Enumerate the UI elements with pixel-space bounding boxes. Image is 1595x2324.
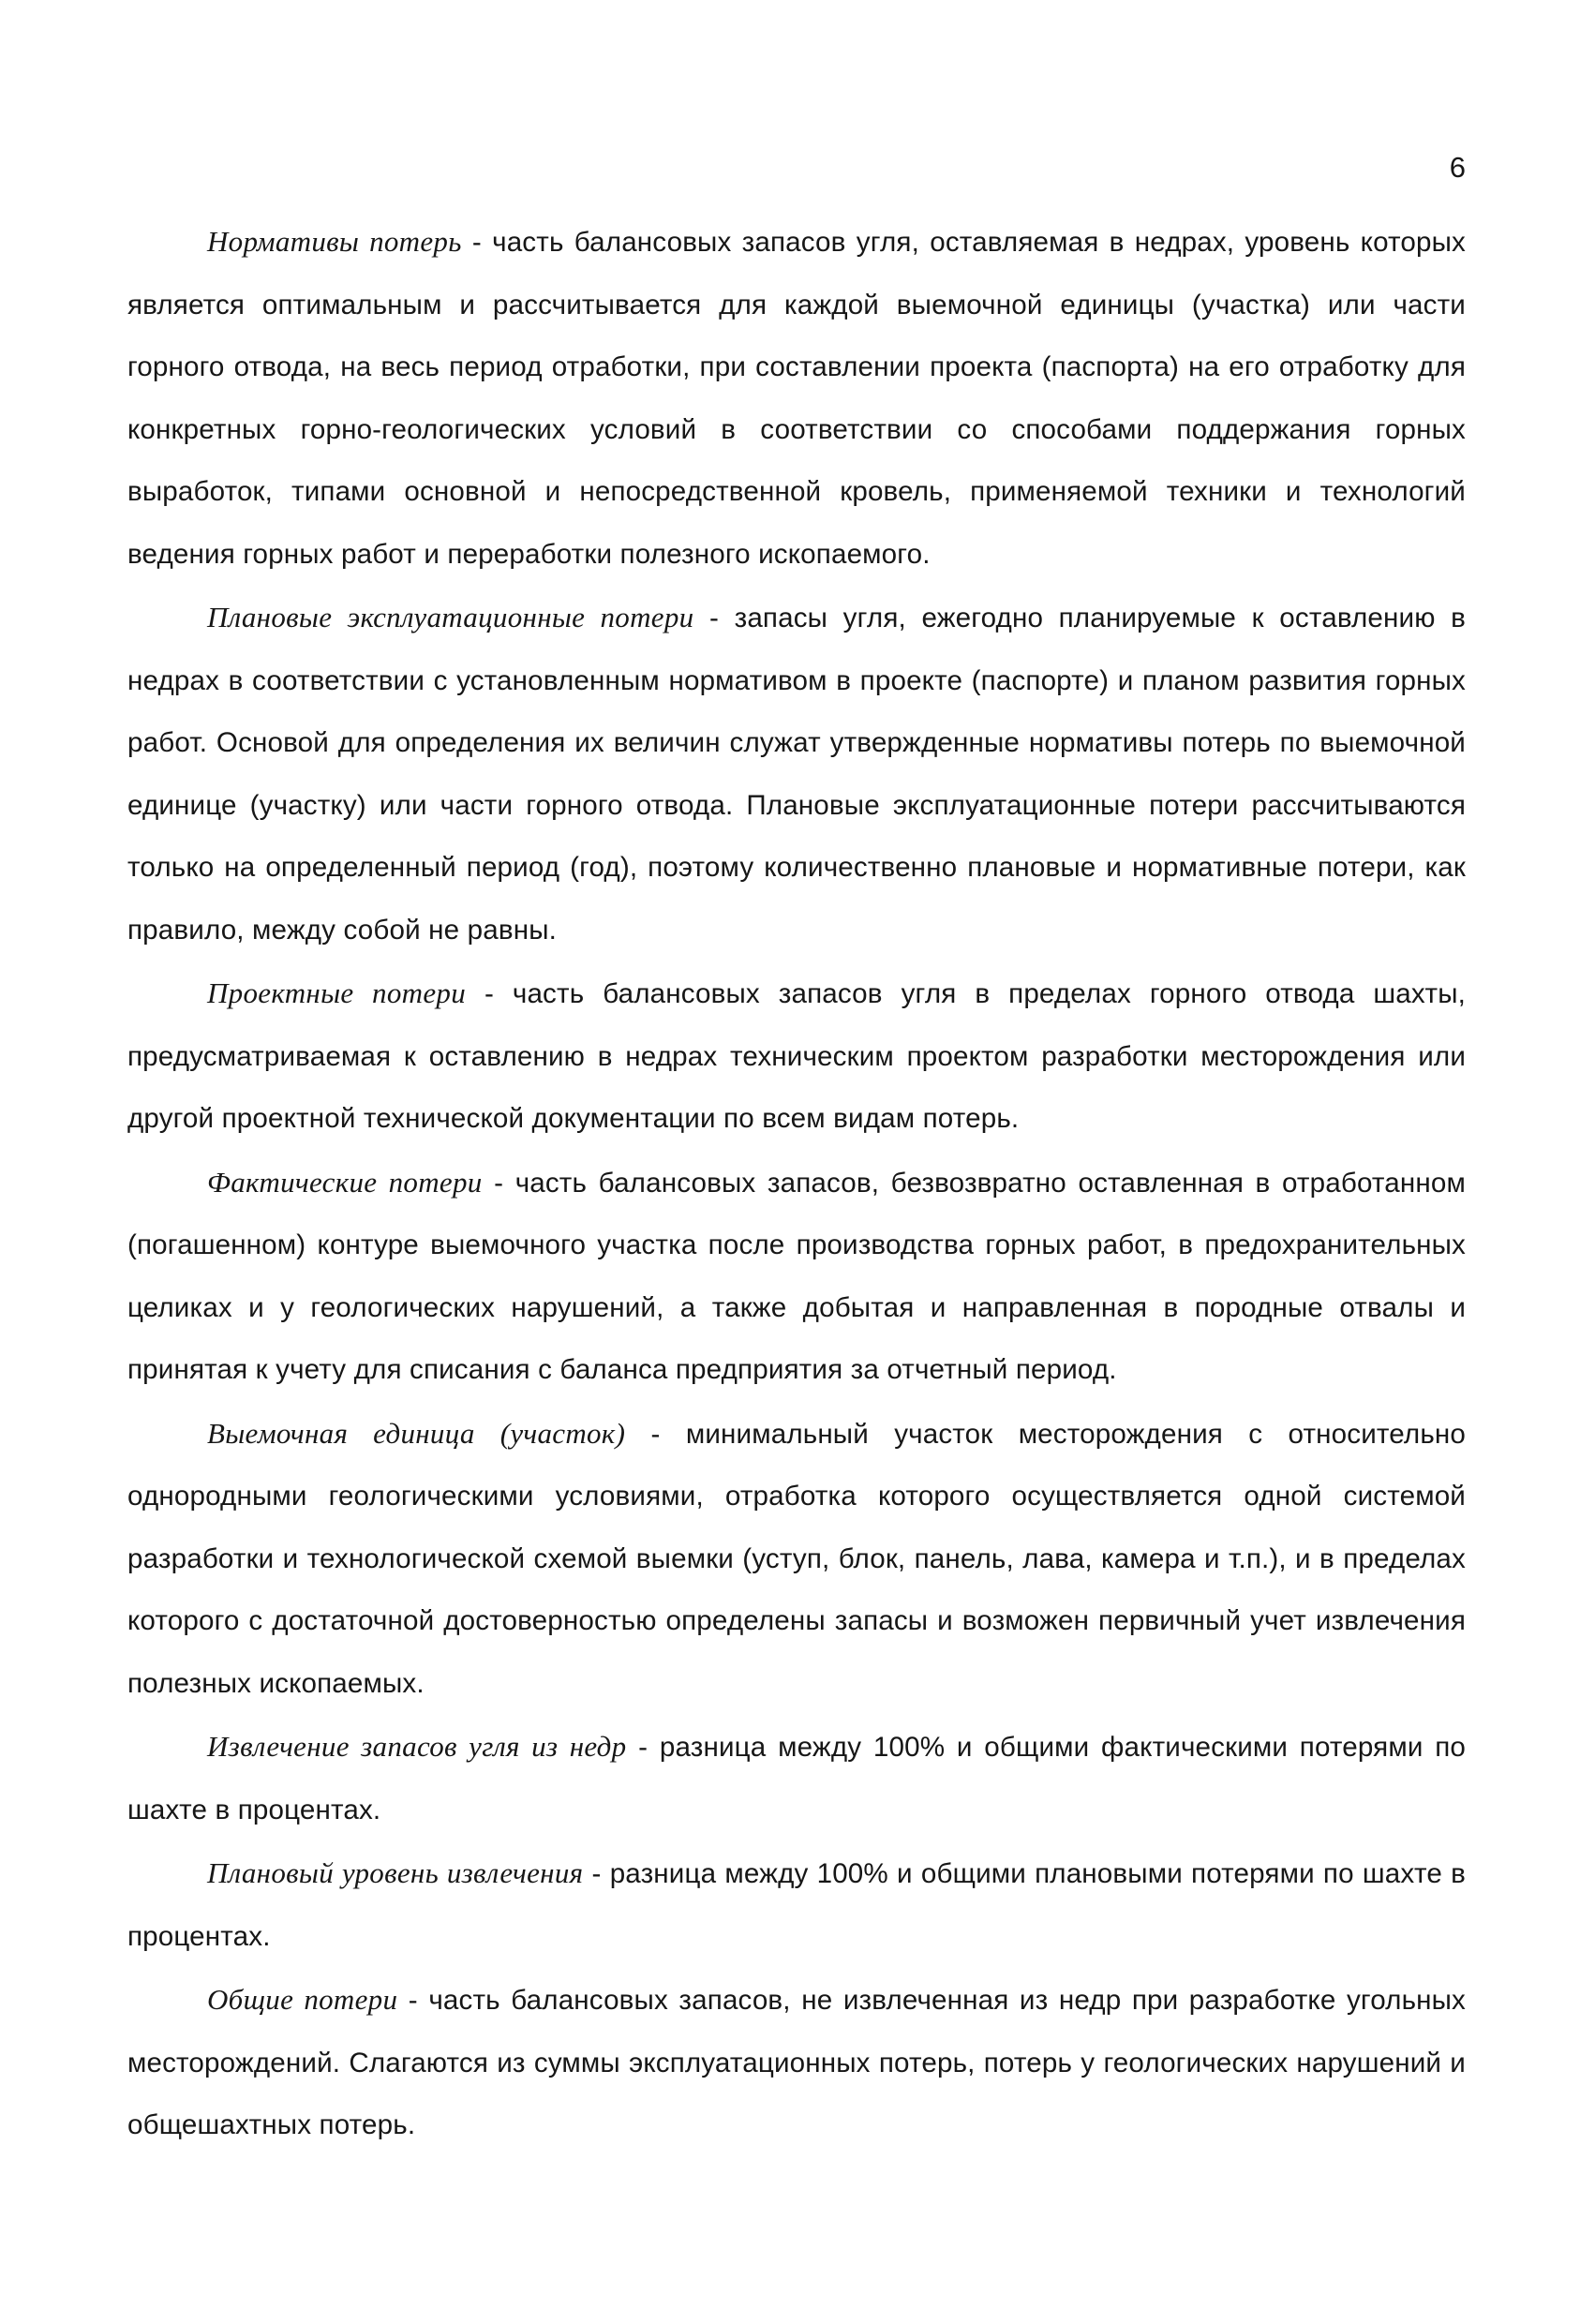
definition-term: Фактические потери xyxy=(207,1165,483,1199)
definition-separator: - xyxy=(397,1985,429,2016)
definition-paragraph-standard-losses xyxy=(127,211,1466,586)
definition-term: Общие потери xyxy=(207,1983,398,2016)
definition-separator: - xyxy=(466,978,513,1009)
page-number: 6 xyxy=(1449,151,1466,184)
definition-term: Плановый уровень извлечения xyxy=(207,1856,584,1889)
definition-text: часть балансовых запасов угля, оставляемая в недрах, уровень которых является оптимальным и рассчитывается для каждой выемочной единицы (участка) или части горного отвода, на весь период отработки, при составлении проекта (паспорта) на его отработку для конкретных горно-геологических условий в соответствии со способами поддержания горных выработок, типами основной и непосредственной кровель, применяемой техники и технологий ведения горных работ и переработки полезного ископаемого. xyxy=(127,227,1467,570)
definition-paragraph-total-losses xyxy=(127,1969,1466,2157)
definition-separator: - xyxy=(693,603,735,633)
definition-paragraph-extraction-unit xyxy=(127,1403,1466,1716)
definition-paragraph-planned-extraction-level xyxy=(127,1842,1466,1968)
definition-term: Проектные потери xyxy=(207,976,467,1009)
definition-text: разница между 100% и общими плановыми потерями по шахте в процентах. xyxy=(127,1858,1467,1952)
definition-separator: - xyxy=(583,1858,610,1889)
definition-paragraph-design-losses xyxy=(127,962,1466,1151)
definition-paragraph-actual-losses xyxy=(127,1152,1466,1402)
definition-separator: - xyxy=(461,227,493,258)
definition-term: Извлечение запасов угля из недр xyxy=(207,1730,627,1763)
definition-text: часть балансовых запасов угля в пределах горного отвода шахты, предусматриваемая к оставлению в недрах техническим проектом разработки месторождения или другой проектной технической документации по всем видам потерь. xyxy=(127,978,1466,1134)
definition-text: часть балансовых запасов, безвозвратно оставленная в отработанном (погашенном) контуре выемочного участка после производства горных работ, в предохранительных целиках и у геологических нарушений, а также добытая и направленная в породные отвалы и принятая к учету для списания с баланса предприятия за отчетный период. xyxy=(127,1167,1466,1385)
definition-separator: - xyxy=(626,1732,660,1763)
definition-term: Выемочная единица (участок) xyxy=(207,1416,626,1450)
definition-paragraph-coal-extraction xyxy=(127,1716,1466,1841)
definition-term: Плановые эксплуатационные потери xyxy=(207,601,694,633)
definition-term: Нормативы потерь xyxy=(207,225,462,258)
definition-text: часть балансовых запасов, не извлеченная из недр при разработке угольных месторождений. Слагаются из суммы эксплуатационных потерь, потерь у геологических нарушений и общешахтных потерь. xyxy=(127,1985,1466,2140)
definition-text: запасы угля, ежегодно планируемые к оставлению в недрах в соответствии с установленным нормативом в проекте (паспорте) и планом развития горных работ. Основой для определения их величин служат утвержденные нормативы потерь по выемочной единице (участку) или части горного отвода. Плановые эксплуатационные потери рассчитываются только на определенный период (год), поэтому количественно плановые и нормативные потери, как правило, между собой не равны. xyxy=(127,603,1467,946)
definition-paragraph-planned-operational-losses xyxy=(127,587,1466,961)
definition-text: разница между 100% и общими фактическими потерями по шахте в процентах. xyxy=(127,1732,1467,1825)
document-body xyxy=(127,211,1466,2158)
definition-text: минимальный участок месторождения с относительно однородными геологическими условиями, отработка которого осуществляется одной системой разработки и технологической схемой выемки (уступ, блок, панель, лава, камера и т.п.), и в пределах которого с достаточной достоверностью определены запасы и возможен первичный учет извлечения полезных ископаемых. xyxy=(127,1418,1466,1699)
definition-separator: - xyxy=(482,1167,515,1199)
definition-separator: - xyxy=(625,1418,686,1450)
